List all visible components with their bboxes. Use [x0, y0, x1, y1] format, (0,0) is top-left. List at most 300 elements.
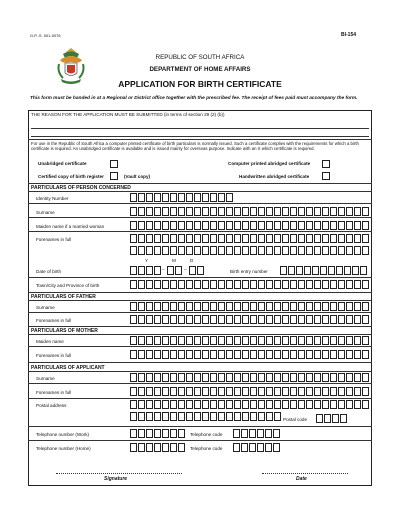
- character-box[interactable]: [138, 373, 145, 382]
- unabridged-checkbox[interactable]: [110, 160, 118, 168]
- character-box[interactable]: [210, 221, 217, 230]
- reason-line-2[interactable]: [31, 136, 369, 137]
- character-box[interactable]: [250, 315, 257, 324]
- character-box[interactable]: [332, 414, 339, 423]
- character-box[interactable]: [170, 315, 177, 324]
- character-box[interactable]: [154, 429, 161, 438]
- character-box[interactable]: [167, 266, 174, 275]
- character-box[interactable]: [314, 315, 321, 324]
- character-box[interactable]: [330, 373, 337, 382]
- character-box[interactable]: [362, 350, 369, 359]
- character-box[interactable]: [202, 412, 209, 421]
- character-box[interactable]: [154, 207, 161, 216]
- character-box[interactable]: [306, 221, 313, 230]
- character-box[interactable]: [250, 302, 257, 311]
- character-box[interactable]: [290, 280, 297, 289]
- character-box[interactable]: [170, 207, 177, 216]
- character-box[interactable]: [210, 234, 217, 243]
- character-box[interactable]: [130, 234, 137, 243]
- character-box[interactable]: [322, 387, 329, 396]
- character-box[interactable]: [338, 234, 345, 243]
- postal-address-boxes-2[interactable]: [130, 412, 281, 421]
- character-box[interactable]: [178, 246, 185, 255]
- character-box[interactable]: [186, 246, 193, 255]
- character-box[interactable]: [162, 193, 169, 202]
- character-box[interactable]: [210, 207, 217, 216]
- character-box[interactable]: [338, 221, 345, 230]
- character-box[interactable]: [186, 193, 193, 202]
- character-box[interactable]: [338, 280, 345, 289]
- character-box[interactable]: [250, 336, 257, 345]
- character-box[interactable]: [314, 246, 321, 255]
- character-box[interactable]: [338, 207, 345, 216]
- character-box[interactable]: [170, 443, 177, 452]
- character-box[interactable]: [306, 373, 313, 382]
- character-box[interactable]: [290, 336, 297, 345]
- character-box[interactable]: [346, 234, 353, 243]
- character-box[interactable]: [234, 234, 241, 243]
- character-box[interactable]: [322, 207, 329, 216]
- character-box[interactable]: [170, 429, 177, 438]
- character-box[interactable]: [314, 350, 321, 359]
- character-box[interactable]: [314, 280, 321, 289]
- character-box[interactable]: [234, 280, 241, 289]
- character-box[interactable]: [226, 207, 233, 216]
- character-box[interactable]: [210, 302, 217, 311]
- character-box[interactable]: [273, 429, 280, 438]
- character-box[interactable]: [306, 350, 313, 359]
- character-box[interactable]: [138, 336, 145, 345]
- character-box[interactable]: [194, 387, 201, 396]
- character-box[interactable]: [328, 266, 335, 275]
- character-box[interactable]: [362, 315, 369, 324]
- character-box[interactable]: [154, 193, 161, 202]
- character-box[interactable]: [273, 443, 280, 452]
- character-box[interactable]: [162, 280, 169, 289]
- character-box[interactable]: [306, 315, 313, 324]
- father-forenames-boxes[interactable]: [130, 315, 369, 324]
- character-box[interactable]: [282, 234, 289, 243]
- character-box[interactable]: [194, 400, 201, 409]
- character-box[interactable]: [362, 246, 369, 255]
- character-box[interactable]: [330, 207, 337, 216]
- character-box[interactable]: [233, 443, 240, 452]
- character-box[interactable]: [330, 315, 337, 324]
- character-box[interactable]: [258, 336, 265, 345]
- character-box[interactable]: [186, 234, 193, 243]
- character-box[interactable]: [258, 350, 265, 359]
- character-box[interactable]: [194, 246, 201, 255]
- character-box[interactable]: [146, 429, 153, 438]
- character-box[interactable]: [265, 429, 272, 438]
- character-box[interactable]: [290, 246, 297, 255]
- character-box[interactable]: [226, 280, 233, 289]
- reason-line-1[interactable]: [31, 128, 369, 129]
- character-box[interactable]: [274, 400, 281, 409]
- character-box[interactable]: [234, 221, 241, 230]
- character-box[interactable]: [218, 387, 225, 396]
- character-box[interactable]: [282, 280, 289, 289]
- character-box[interactable]: [340, 414, 347, 423]
- character-box[interactable]: [344, 266, 351, 275]
- character-box[interactable]: [322, 221, 329, 230]
- character-box[interactable]: [210, 246, 217, 255]
- character-box[interactable]: [250, 350, 257, 359]
- character-box[interactable]: [322, 234, 329, 243]
- character-box[interactable]: [234, 373, 241, 382]
- character-box[interactable]: [354, 246, 361, 255]
- applicant-forenames-boxes[interactable]: [130, 387, 369, 396]
- character-box[interactable]: [138, 429, 145, 438]
- character-box[interactable]: [210, 350, 217, 359]
- character-box[interactable]: [314, 221, 321, 230]
- character-box[interactable]: [338, 246, 345, 255]
- character-box[interactable]: [242, 246, 249, 255]
- character-box[interactable]: [178, 302, 185, 311]
- character-box[interactable]: [178, 207, 185, 216]
- certified-copy-checkbox[interactable]: [110, 172, 118, 180]
- character-box[interactable]: [234, 387, 241, 396]
- character-box[interactable]: [154, 266, 161, 275]
- character-box[interactable]: [306, 336, 313, 345]
- character-box[interactable]: [338, 302, 345, 311]
- character-box[interactable]: [274, 412, 281, 421]
- character-box[interactable]: [178, 443, 185, 452]
- character-box[interactable]: [226, 373, 233, 382]
- character-box[interactable]: [354, 387, 361, 396]
- character-box[interactable]: [266, 373, 273, 382]
- character-box[interactable]: [194, 234, 201, 243]
- character-box[interactable]: [306, 246, 313, 255]
- character-box[interactable]: [330, 221, 337, 230]
- character-box[interactable]: [138, 302, 145, 311]
- character-box[interactable]: [226, 234, 233, 243]
- character-box[interactable]: [130, 315, 137, 324]
- father-surname-boxes[interactable]: [130, 302, 369, 311]
- character-box[interactable]: [154, 443, 161, 452]
- character-box[interactable]: [274, 280, 281, 289]
- character-box[interactable]: [322, 373, 329, 382]
- character-box[interactable]: [170, 221, 177, 230]
- character-box[interactable]: [170, 193, 177, 202]
- character-box[interactable]: [186, 387, 193, 396]
- character-box[interactable]: [146, 302, 153, 311]
- character-box[interactable]: [138, 246, 145, 255]
- character-box[interactable]: [250, 221, 257, 230]
- character-box[interactable]: [162, 387, 169, 396]
- character-box[interactable]: [138, 315, 145, 324]
- character-box[interactable]: [130, 350, 137, 359]
- character-box[interactable]: [330, 234, 337, 243]
- character-box[interactable]: [298, 350, 305, 359]
- character-box[interactable]: [178, 387, 185, 396]
- character-box[interactable]: [234, 412, 241, 421]
- character-box[interactable]: [138, 400, 145, 409]
- character-box[interactable]: [274, 302, 281, 311]
- character-box[interactable]: [234, 400, 241, 409]
- character-box[interactable]: [282, 246, 289, 255]
- character-box[interactable]: [346, 315, 353, 324]
- character-box[interactable]: [146, 280, 153, 289]
- character-box[interactable]: [346, 207, 353, 216]
- character-box[interactable]: [170, 234, 177, 243]
- character-box[interactable]: [234, 315, 241, 324]
- character-box[interactable]: [186, 280, 193, 289]
- character-box[interactable]: [234, 350, 241, 359]
- character-box[interactable]: [274, 350, 281, 359]
- character-box[interactable]: [146, 350, 153, 359]
- character-box[interactable]: [202, 315, 209, 324]
- character-box[interactable]: [186, 302, 193, 311]
- character-box[interactable]: [274, 234, 281, 243]
- character-box[interactable]: [362, 387, 369, 396]
- character-box[interactable]: [154, 387, 161, 396]
- character-box[interactable]: [242, 336, 249, 345]
- character-box[interactable]: [354, 207, 361, 216]
- character-box[interactable]: [362, 336, 369, 345]
- character-box[interactable]: [274, 373, 281, 382]
- character-box[interactable]: [242, 315, 249, 324]
- character-box[interactable]: [178, 336, 185, 345]
- character-box[interactable]: [346, 246, 353, 255]
- character-box[interactable]: [210, 400, 217, 409]
- character-box[interactable]: [362, 207, 369, 216]
- character-box[interactable]: [146, 266, 153, 275]
- character-box[interactable]: [154, 221, 161, 230]
- character-box[interactable]: [202, 350, 209, 359]
- character-box[interactable]: [162, 246, 169, 255]
- character-box[interactable]: [154, 315, 161, 324]
- character-box[interactable]: [226, 387, 233, 396]
- character-box[interactable]: [194, 302, 201, 311]
- character-box[interactable]: [218, 246, 225, 255]
- character-box[interactable]: [202, 302, 209, 311]
- character-box[interactable]: [186, 400, 193, 409]
- character-box[interactable]: [338, 336, 345, 345]
- character-box[interactable]: [130, 207, 137, 216]
- character-box[interactable]: [218, 207, 225, 216]
- character-box[interactable]: [162, 221, 169, 230]
- character-box[interactable]: [258, 412, 265, 421]
- character-box[interactable]: [330, 246, 337, 255]
- character-box[interactable]: [298, 280, 305, 289]
- character-box[interactable]: [170, 350, 177, 359]
- postal-address-boxes-1[interactable]: [130, 400, 369, 409]
- character-box[interactable]: [298, 246, 305, 255]
- character-box[interactable]: [258, 280, 265, 289]
- character-box[interactable]: [242, 387, 249, 396]
- character-box[interactable]: [362, 373, 369, 382]
- character-box[interactable]: [346, 350, 353, 359]
- character-box[interactable]: [266, 221, 273, 230]
- character-box[interactable]: [226, 221, 233, 230]
- character-box[interactable]: [218, 350, 225, 359]
- character-box[interactable]: [352, 266, 359, 275]
- character-box[interactable]: [282, 373, 289, 382]
- character-box[interactable]: [258, 207, 265, 216]
- character-box[interactable]: [154, 336, 161, 345]
- character-box[interactable]: [266, 234, 273, 243]
- character-box[interactable]: [210, 412, 217, 421]
- character-box[interactable]: [194, 412, 201, 421]
- character-box[interactable]: [242, 373, 249, 382]
- character-box[interactable]: [138, 280, 145, 289]
- character-box[interactable]: [362, 400, 369, 409]
- dob-day-boxes[interactable]: [189, 266, 204, 275]
- character-box[interactable]: [242, 234, 249, 243]
- character-box[interactable]: [146, 207, 153, 216]
- character-box[interactable]: [322, 315, 329, 324]
- character-box[interactable]: [242, 350, 249, 359]
- character-box[interactable]: [162, 315, 169, 324]
- character-box[interactable]: [250, 207, 257, 216]
- character-box[interactable]: [218, 221, 225, 230]
- character-box[interactable]: [290, 234, 297, 243]
- character-box[interactable]: [354, 373, 361, 382]
- character-box[interactable]: [138, 387, 145, 396]
- character-box[interactable]: [306, 400, 313, 409]
- character-box[interactable]: [266, 246, 273, 255]
- character-box[interactable]: [162, 207, 169, 216]
- character-box[interactable]: [178, 400, 185, 409]
- character-box[interactable]: [130, 266, 137, 275]
- character-box[interactable]: [186, 350, 193, 359]
- character-box[interactable]: [250, 412, 257, 421]
- character-box[interactable]: [154, 350, 161, 359]
- character-box[interactable]: [336, 266, 343, 275]
- character-box[interactable]: [354, 400, 361, 409]
- character-box[interactable]: [257, 443, 264, 452]
- character-box[interactable]: [322, 280, 329, 289]
- identity-number-boxes[interactable]: [130, 193, 233, 202]
- character-box[interactable]: [226, 336, 233, 345]
- character-box[interactable]: [218, 280, 225, 289]
- character-box[interactable]: [290, 221, 297, 230]
- handwritten-checkbox[interactable]: [322, 172, 330, 180]
- character-box[interactable]: [226, 315, 233, 324]
- character-box[interactable]: [362, 302, 369, 311]
- character-box[interactable]: [178, 193, 185, 202]
- character-box[interactable]: [282, 336, 289, 345]
- character-box[interactable]: [304, 266, 311, 275]
- character-box[interactable]: [202, 280, 209, 289]
- character-box[interactable]: [324, 414, 331, 423]
- character-box[interactable]: [346, 400, 353, 409]
- character-box[interactable]: [218, 234, 225, 243]
- character-box[interactable]: [249, 429, 256, 438]
- character-box[interactable]: [178, 221, 185, 230]
- character-box[interactable]: [242, 302, 249, 311]
- character-box[interactable]: [226, 302, 233, 311]
- character-box[interactable]: [130, 221, 137, 230]
- character-box[interactable]: [202, 336, 209, 345]
- character-box[interactable]: [186, 373, 193, 382]
- character-box[interactable]: [338, 400, 345, 409]
- character-box[interactable]: [258, 221, 265, 230]
- character-box[interactable]: [162, 429, 169, 438]
- character-box[interactable]: [298, 302, 305, 311]
- character-box[interactable]: [322, 350, 329, 359]
- character-box[interactable]: [194, 373, 201, 382]
- character-box[interactable]: [226, 246, 233, 255]
- character-box[interactable]: [130, 443, 137, 452]
- dob-year-boxes[interactable]: [130, 266, 161, 275]
- character-box[interactable]: [130, 429, 137, 438]
- character-box[interactable]: [258, 234, 265, 243]
- character-box[interactable]: [138, 207, 145, 216]
- character-box[interactable]: [314, 207, 321, 216]
- character-box[interactable]: [218, 400, 225, 409]
- character-box[interactable]: [330, 280, 337, 289]
- character-box[interactable]: [154, 302, 161, 311]
- forenames-boxes-1[interactable]: [130, 234, 369, 243]
- character-box[interactable]: [218, 315, 225, 324]
- character-box[interactable]: [258, 373, 265, 382]
- character-box[interactable]: [314, 400, 321, 409]
- character-box[interactable]: [290, 207, 297, 216]
- character-box[interactable]: [162, 336, 169, 345]
- character-box[interactable]: [274, 221, 281, 230]
- character-box[interactable]: [250, 246, 257, 255]
- character-box[interactable]: [354, 234, 361, 243]
- character-box[interactable]: [138, 350, 145, 359]
- maiden-name-boxes[interactable]: [130, 221, 369, 230]
- character-box[interactable]: [282, 302, 289, 311]
- tel-home-boxes[interactable]: [130, 443, 185, 452]
- character-box[interactable]: [322, 302, 329, 311]
- character-box[interactable]: [194, 336, 201, 345]
- character-box[interactable]: [360, 266, 367, 275]
- character-box[interactable]: [146, 246, 153, 255]
- character-box[interactable]: [170, 373, 177, 382]
- character-box[interactable]: [138, 443, 145, 452]
- character-box[interactable]: [249, 443, 256, 452]
- character-box[interactable]: [202, 193, 209, 202]
- character-box[interactable]: [362, 280, 369, 289]
- character-box[interactable]: [202, 373, 209, 382]
- character-box[interactable]: [130, 336, 137, 345]
- character-box[interactable]: [194, 207, 201, 216]
- character-box[interactable]: [146, 387, 153, 396]
- character-box[interactable]: [346, 221, 353, 230]
- character-box[interactable]: [210, 315, 217, 324]
- character-box[interactable]: [218, 373, 225, 382]
- character-box[interactable]: [210, 280, 217, 289]
- character-box[interactable]: [266, 350, 273, 359]
- character-box[interactable]: [241, 443, 248, 452]
- character-box[interactable]: [290, 400, 297, 409]
- character-box[interactable]: [154, 400, 161, 409]
- character-box[interactable]: [320, 266, 327, 275]
- character-box[interactable]: [298, 387, 305, 396]
- town-boxes[interactable]: [130, 280, 369, 289]
- character-box[interactable]: [258, 302, 265, 311]
- character-box[interactable]: [266, 412, 273, 421]
- character-box[interactable]: [234, 302, 241, 311]
- character-box[interactable]: [282, 400, 289, 409]
- character-box[interactable]: [306, 280, 313, 289]
- date-line[interactable]: [262, 473, 348, 474]
- character-box[interactable]: [170, 387, 177, 396]
- character-box[interactable]: [138, 234, 145, 243]
- character-box[interactable]: [202, 387, 209, 396]
- character-box[interactable]: [250, 373, 257, 382]
- character-box[interactable]: [290, 315, 297, 324]
- character-box[interactable]: [314, 302, 321, 311]
- character-box[interactable]: [314, 373, 321, 382]
- character-box[interactable]: [130, 400, 137, 409]
- character-box[interactable]: [282, 207, 289, 216]
